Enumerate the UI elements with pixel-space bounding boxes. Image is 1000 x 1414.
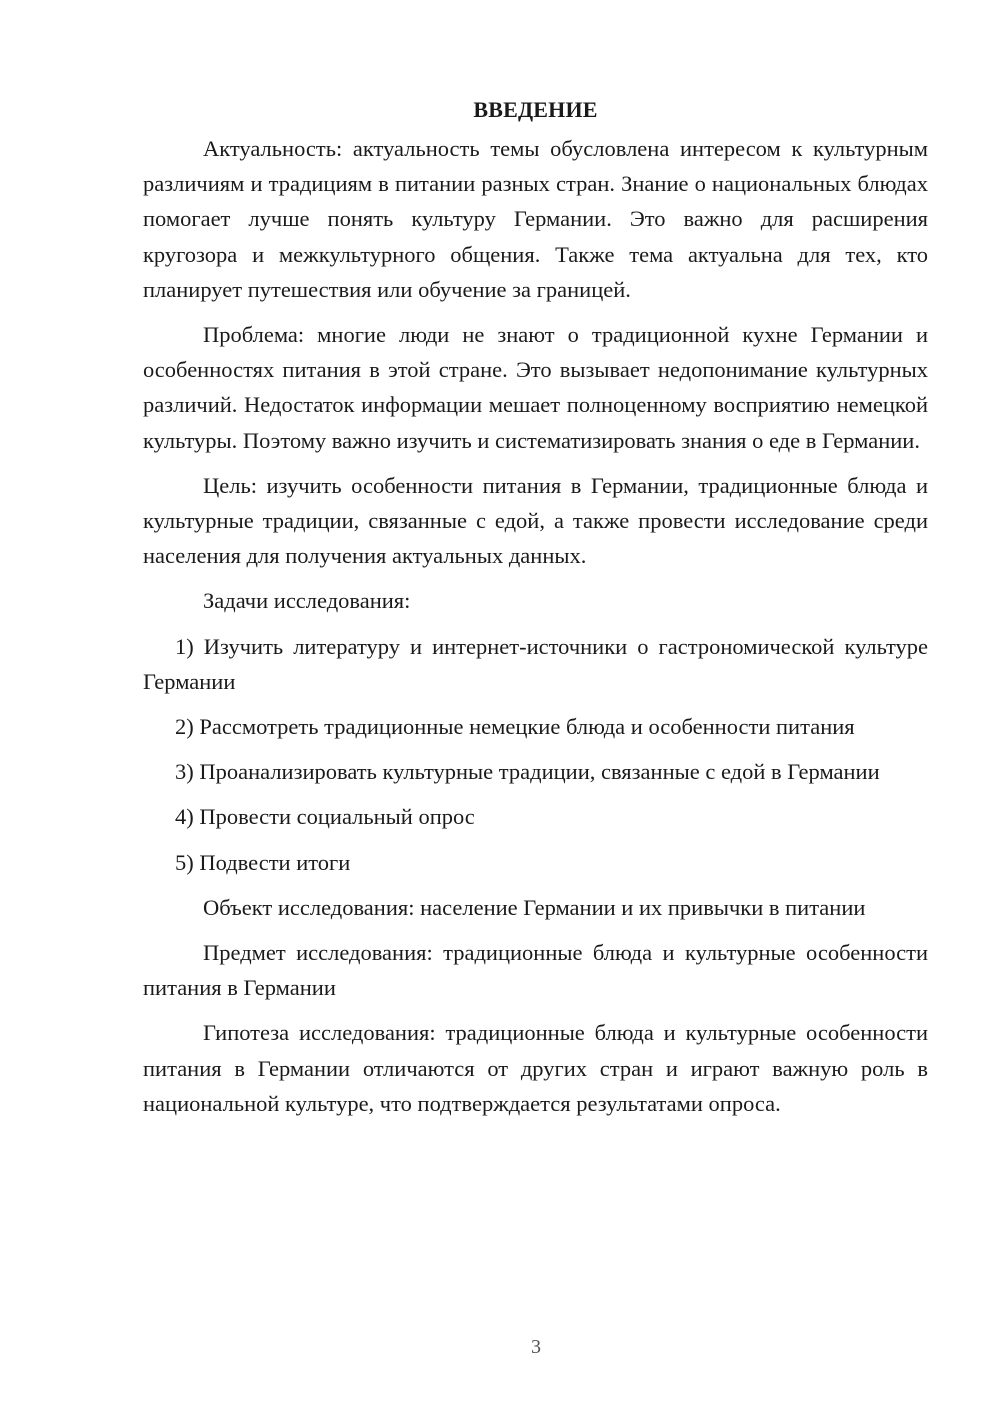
problem-paragraph: Проблема: многие люди не знают о традиционной кухне Германии и особенностях питания в этой стране. Это вызывает недопонимание культурных различий. Недостаток информации мешает полноценному восприятию немецкой культуры. Поэтому важно изучить и систематизировать знания о еде в Германии. (143, 322, 928, 453)
page-title: ВВЕДЕНИЕ (473, 97, 598, 122)
tasks-heading: Задачи исследования: (203, 588, 411, 614)
task-item: 5) Подвести итоги (175, 849, 351, 875)
page-content (143, 95, 928, 1131)
goal-paragraph: Цель: изучить особенности питания в Германии, традиционные блюда и культурные традиции, связанные с едой, а также провести исследование среди населения для получения актуальных данных. (143, 472, 928, 569)
tasks-list (143, 629, 928, 880)
task-item: 2) Рассмотреть традиционные немецкие блюда и особенности питания (175, 714, 855, 740)
task-item: 4) Провести социальный опрос (175, 804, 475, 830)
task-item: 3) Проанализировать культурные традиции, связанные с едой в Германии (175, 759, 880, 785)
relevance-paragraph: Актуальность: актуальность темы обусловлена интересом к культурным различиям и традициям в питании разных стран. Знание о национальных блюдах помогает лучше понять культуру Германии. Это важно для расширения кругозора и межкультурного общения. Также тема актуальна для тех, кто планирует путешествия или обучение за границей. (143, 136, 928, 302)
task-item: 1) Изучить литературу и интернет-источники о гастрономической культуре Германии (143, 633, 928, 694)
hypothesis-paragraph: Гипотеза исследования: традиционные блюда и культурные особенности питания в Германии отличаются от других стран и играют важную роль в национальной культуре, что подтверждается результатами опроса. (143, 1020, 928, 1116)
subject-paragraph: Предмет исследования: традиционные блюда и культурные особенности питания в Германии (143, 940, 928, 1001)
object-paragraph: Объект исследования: население Германии и их привычки в питании (203, 894, 866, 920)
page-number: 3 (531, 1336, 541, 1358)
